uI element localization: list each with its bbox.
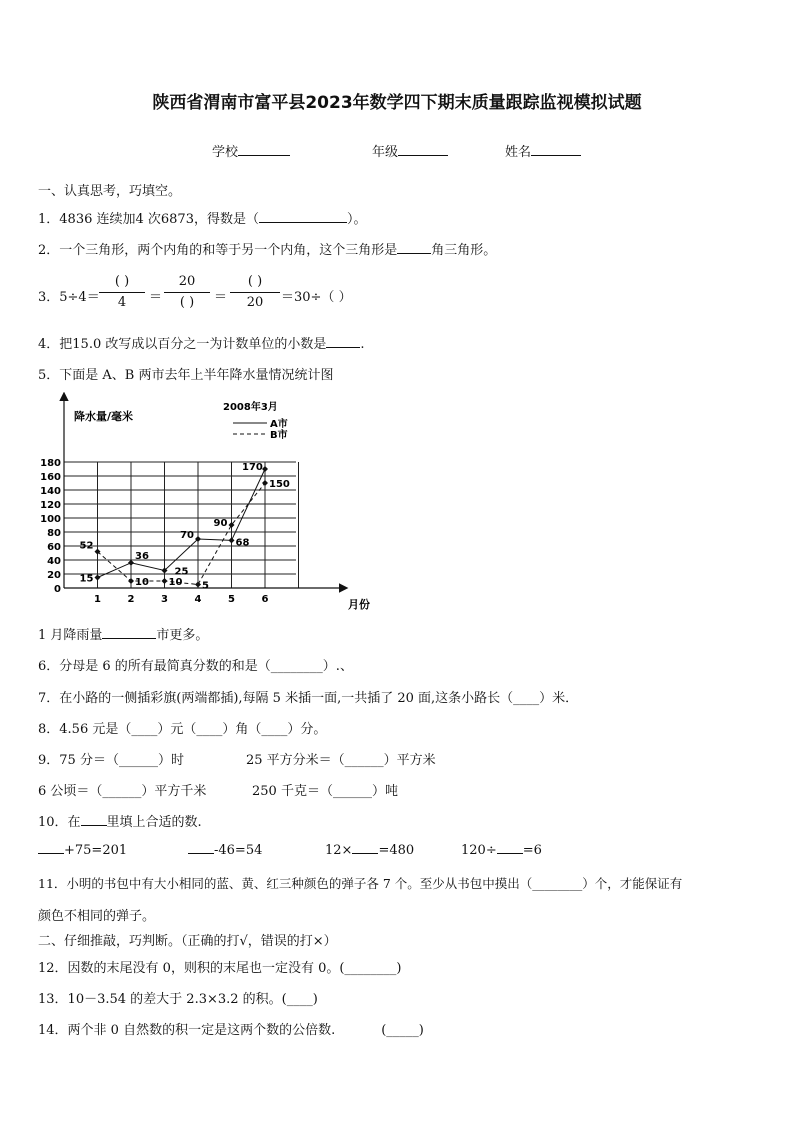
- q10b-blank-3[interactable]: [352, 842, 378, 854]
- q10-blank: [81, 814, 107, 826]
- section-1-heading: 一、认真思考，巧填空。: [38, 184, 182, 199]
- rainfall-line-chart: [40, 392, 370, 617]
- question-9b-right: 250 千克＝（______）吨: [252, 784, 398, 799]
- data-label: 15: [79, 573, 94, 585]
- q10b-text-2: -46=54: [214, 843, 263, 858]
- page-title: 陕西省渭南市富平县2023年数学四下期末质量跟踪监视模拟试题: [152, 93, 642, 113]
- question-8: 8．4.56 元是（____）元（____）角（____）分。: [38, 722, 327, 737]
- question-3-prefix: 3．5÷4＝: [38, 290, 100, 305]
- data-label: 10: [168, 577, 183, 588]
- q10-end: 里填上合适的数.: [106, 815, 202, 830]
- y-tick-label: 0: [54, 584, 61, 595]
- fraction-1-denominator: 4: [117, 295, 127, 310]
- y-tick-label: 160: [40, 472, 61, 483]
- q4-text: 4．把15.0 改写成以百分之一为计数单位的小数是: [38, 337, 327, 352]
- legend-label-1: A市: [270, 419, 288, 430]
- data-point: [229, 537, 235, 543]
- question-13: 13．10－3.54 的差大于 2.3×3.2 的积。(____): [38, 992, 318, 1007]
- q10b-blank-4[interactable]: [497, 842, 523, 854]
- y-tick-label: 100: [40, 514, 61, 525]
- q5b-blank[interactable]: [102, 627, 156, 639]
- q10b-text-1: +75=201: [64, 843, 128, 858]
- x-tick-label: 2: [127, 594, 135, 605]
- data-point: [262, 480, 268, 486]
- q10b-text-3: 12×: [325, 843, 353, 858]
- data-label: 25: [174, 566, 189, 578]
- series-line-1: [98, 469, 266, 578]
- question-10-item-2: [188, 842, 262, 858]
- q10-text: 10．在: [38, 815, 81, 830]
- fraction-2: [164, 273, 210, 312]
- legend-label-2: B市: [270, 430, 288, 441]
- x-tick-label: 1: [94, 594, 101, 605]
- section-2-heading: 二、仔细推敲，巧判断。（正确的打√，错误的打×）: [38, 934, 337, 949]
- school-label: 学校: [212, 145, 239, 160]
- data-label: 52: [79, 540, 94, 552]
- data-point: [195, 582, 201, 588]
- grade-label: 年级: [372, 145, 399, 160]
- fraction-3-bar: [230, 292, 280, 293]
- chart-title: 2008年3月: [223, 402, 278, 413]
- data-label: 70: [180, 530, 194, 541]
- data-label: 5: [202, 580, 209, 592]
- y-tick-label: 180: [40, 458, 61, 469]
- fraction-3: [230, 273, 280, 312]
- q14-text: 14．两个非 0 自然数的积一定是这两个数的公倍数.: [38, 1023, 336, 1038]
- q10b-text-4: =480: [378, 843, 415, 858]
- question-6: 6．分母是 6 的所有最简真分数的和是（________）.、: [38, 659, 353, 674]
- q5b-text: 1 月降雨量: [38, 628, 103, 643]
- y-tick-label: 20: [47, 570, 61, 581]
- q4-blank[interactable]: [326, 336, 360, 348]
- q4-end: .: [360, 337, 365, 352]
- y-tick-label: 40: [47, 556, 61, 567]
- y-tick-label: 60: [47, 542, 61, 553]
- q14-answer: (_____): [381, 1023, 424, 1038]
- question-4: [38, 333, 365, 352]
- school-field: [212, 141, 290, 160]
- fraction-2-denominator[interactable]: ( ): [179, 295, 195, 310]
- data-label: 68: [235, 537, 250, 549]
- question-10: [38, 811, 202, 830]
- question-5-sub: [38, 624, 208, 643]
- x-tick-label: 5: [228, 594, 235, 605]
- q1-end: ）。: [346, 212, 367, 227]
- fraction-3-denominator: 20: [246, 295, 264, 310]
- question-10-item-1: [38, 842, 127, 858]
- q10b-blank-1[interactable]: [38, 842, 64, 854]
- q10b-text-6: =6: [522, 843, 542, 858]
- question-14: [38, 1019, 424, 1038]
- data-label: 170: [242, 462, 263, 473]
- x-tick-label: 3: [161, 594, 168, 605]
- y-tick-label: 120: [40, 500, 61, 511]
- question-1: [38, 208, 367, 227]
- data-label: 10: [135, 577, 149, 588]
- equal-sign-1: ＝: [149, 290, 163, 305]
- question-9a-right: 25 平方分米＝（______）平方米: [246, 753, 436, 768]
- fraction-1: [99, 273, 145, 312]
- question-7: 7．在小路的一侧插彩旗(两端都插),每隔 5 米插一面,一共插了 20 面,这条小路长（____）米．: [38, 691, 579, 706]
- question-9a-left: 9．75 分＝（______）时: [38, 753, 184, 768]
- fraction-1-numerator[interactable]: ( ): [114, 274, 130, 289]
- name-blank[interactable]: [531, 143, 581, 156]
- x-tick-label: 4: [194, 594, 202, 605]
- data-point: [262, 466, 268, 472]
- question-5: 5．下面是 A、B 两市去年上半年降水量情况统计图: [38, 368, 334, 383]
- q5b-end: 市更多。: [156, 628, 209, 643]
- data-point: [128, 560, 134, 566]
- fraction-2-numerator: 20: [178, 274, 196, 289]
- question-12: 12．因数的末尾没有 0，则积的末尾也一定没有 0。(________): [38, 961, 402, 976]
- question-10-item-3: [325, 842, 414, 858]
- fraction-2-bar: [164, 292, 210, 293]
- name-label: 姓名: [505, 145, 532, 160]
- question-11-line-2: 颜色不相同的弹子。: [38, 909, 156, 924]
- question-9b-left: 6 公顷＝（______）平方千米: [38, 784, 207, 799]
- fraction-3-numerator[interactable]: ( ): [247, 274, 263, 289]
- grade-field: [372, 141, 448, 160]
- x-tick-label: 6: [261, 594, 269, 605]
- q2-end: 角三角形。: [431, 243, 497, 258]
- question-3-tail: ＝30÷（ ）: [281, 290, 352, 305]
- data-label: 150: [269, 479, 290, 490]
- q2-blank[interactable]: [397, 242, 431, 254]
- question-10-item-4: [461, 842, 542, 858]
- q10b-blank-2[interactable]: [188, 842, 214, 854]
- x-axis-label: 月份: [348, 598, 370, 611]
- data-label: 36: [135, 550, 149, 562]
- q1-blank[interactable]: [259, 211, 347, 223]
- y-tick-label: 140: [40, 486, 61, 497]
- data-point: [95, 575, 101, 581]
- question-11-line-1: 11．小明的书包中有大小相同的蓝、黄、红三种颜色的弹子各 7 个。至少从书包中摸出（________）个，才能保证有: [38, 876, 683, 891]
- name-field: [505, 141, 581, 160]
- y-tick-label: 80: [47, 528, 61, 539]
- y-axis-label: 降水量/毫米: [74, 410, 134, 423]
- equal-sign-2: ＝: [214, 290, 228, 305]
- q10b-text-5: 120÷: [461, 843, 497, 858]
- data-point: [128, 578, 134, 584]
- data-label: 90: [213, 518, 228, 529]
- data-point: [162, 578, 168, 584]
- q2-text: 2．一个三角形，两个内角的和等于另一个内角，这个三角形是: [38, 243, 398, 258]
- fraction-1-bar: [99, 292, 145, 293]
- school-blank[interactable]: [238, 143, 290, 156]
- question-2: [38, 239, 496, 258]
- grade-blank[interactable]: [398, 143, 448, 156]
- q1-text: 1．4836 连续加4 次6873，得数是（: [38, 212, 259, 227]
